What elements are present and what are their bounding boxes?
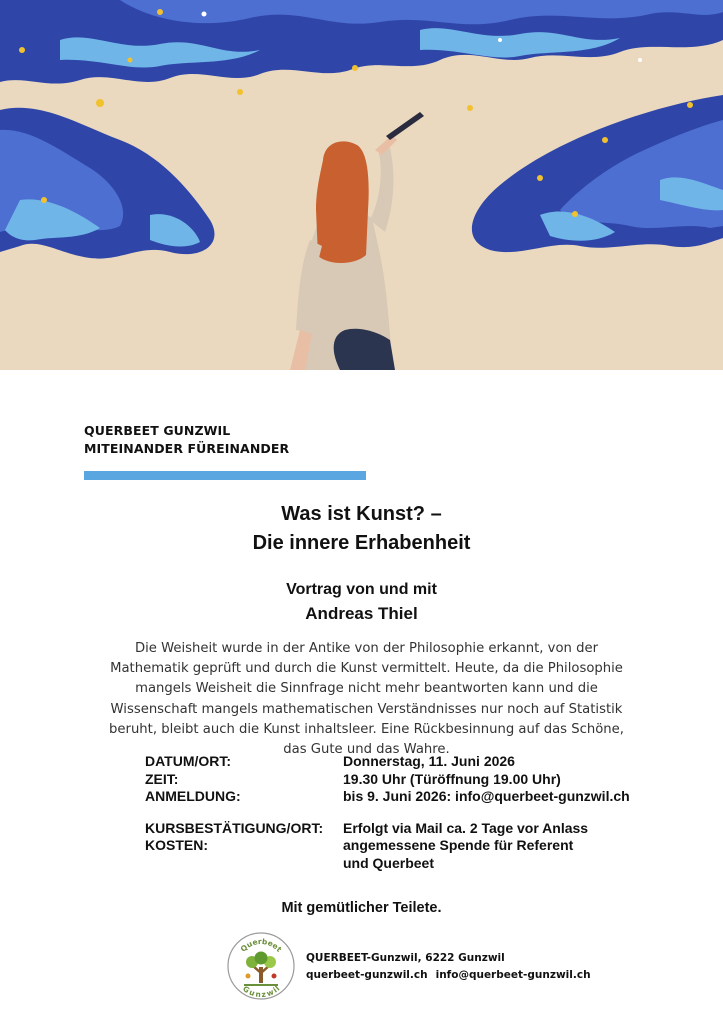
hero-illustration (0, 0, 723, 370)
painting-woman-illustration (0, 0, 723, 370)
logo-bottom-text: Gunzwil (241, 983, 282, 1000)
detail-row-anmeldung (145, 788, 663, 806)
footer-contact (306, 950, 591, 984)
detail-value (343, 837, 663, 872)
kosten-line-2: und Querbeet (343, 854, 435, 871)
speaker-name: Andreas Thiel (305, 604, 418, 623)
detail-label: KURSBESTÄTIGUNG/ORT: (145, 819, 324, 836)
org-line-2: MITEINANDER FÜREINANDER (84, 441, 290, 456)
detail-value: Donnerstag, 11. Juni 2026 (343, 753, 515, 769)
footer-website-link[interactable]: querbeet-gunzwil.ch (306, 969, 428, 981)
detail-row-kursbestaetigung (145, 820, 663, 838)
tree-logo-icon (226, 931, 296, 1001)
footer-email-link[interactable]: info@querbeet-gunzwil.ch (435, 969, 591, 981)
closing-note: Mit gemütlicher Teilete. (281, 900, 442, 916)
detail-row-zeit (145, 771, 663, 789)
event-details (145, 753, 663, 872)
organization-name (84, 422, 289, 458)
event-title (0, 500, 723, 558)
logo-top-text: Querbeet (238, 936, 284, 954)
detail-row-datum (145, 753, 663, 771)
detail-value: Erfolgt via Mail ca. 2 Tage vor Anlass (343, 819, 589, 836)
title-line-1: Was ist Kunst? – (281, 503, 442, 525)
event-description: Die Weisheit wurde in der Antike von der Philosophie erkannt, von der Mathematik geprüft und durch die Kunst vermittelt. Heute, da die Philosophie mangels Weisheit die Sinnfrage nicht mehr beantworten kann und die Wissenschaft mangels mathematischen Verständnisses nur noch auf Statistik beruht, bleibt auch die Kunst inhaltsleer. Eine Rückbesinnung auf das Schöne, das Gute und das Wahre. (109, 641, 624, 758)
org-line-1: QUERBEET GUNZWIL (84, 423, 231, 438)
footer-address: QUERBEET-Gunzwil, 6222 Gunzwil (306, 952, 505, 964)
detail-label: DATUM/ORT: (145, 753, 232, 769)
title-line-2: Die innere Erhabenheit (252, 532, 471, 554)
detail-label: ZEIT: (145, 770, 179, 787)
detail-value: bis 9. Juni 2026: info@querbeet-gunzwil.ch (343, 788, 630, 804)
detail-value: 19.30 Uhr (Türöffnung 19.00 Uhr) (343, 770, 561, 787)
detail-label: ANMELDUNG: (145, 788, 241, 804)
querbeet-logo (226, 931, 296, 1001)
detail-label: KOSTEN: (145, 837, 208, 853)
kosten-line-1: angemessene Spende für Referent (343, 837, 574, 853)
detail-row-kosten (145, 837, 663, 872)
event-subtitle: Vortrag von und mit (286, 581, 437, 598)
accent-divider (84, 471, 366, 480)
